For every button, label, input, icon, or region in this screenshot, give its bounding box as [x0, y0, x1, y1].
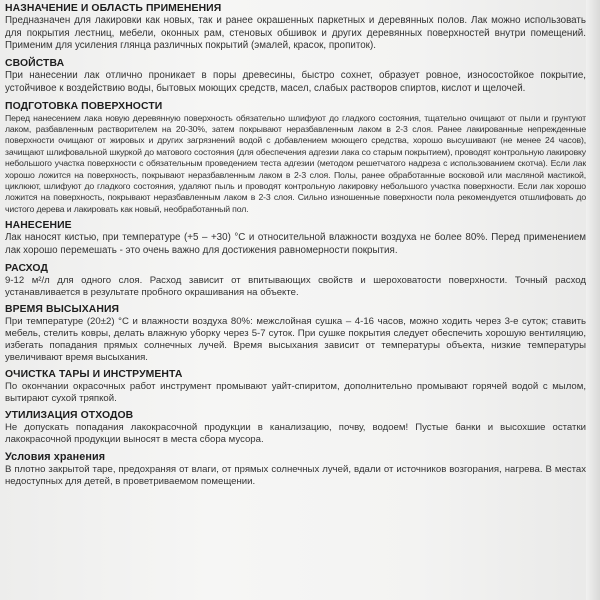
section-surface-preparation — [5, 100, 586, 216]
section-text: При температуре (20±2) °С и влажности воздуха 80%: межслойная сушка – 4-16 часов, можно ходить через 3-е суток; ставить мебель, стелить ковры, делать влажную уборку через 5-7 суток. При сушке покрытия следует обеспечить хорошую вентиляцию, избегать попадания прямых солнечных лучей. Время высыхания зависит от температуры объекта, низкие температуры увеличивают время высыхания. — [5, 315, 586, 364]
section-heading: ОЧИСТКА ТАРЫ И ИНСТРУМЕНТА — [5, 369, 183, 381]
section-application — [5, 219, 586, 257]
section-heading: Условия хранения — [5, 450, 106, 463]
section-text: По окончании окрасочных работ инструмент промывают уайт-спиритом, дополнительно промывают горячей водой с мылом, вытирают сухой тряпкой. — [5, 381, 586, 405]
section-text: Предназначен для лакировки как новых, так и ранее окрашенных паркетных и деревянных полов. Лак можно использовать для покрытия лестниц, мебели, оконных рам, стеновых обшивок и других деревянных поверхностей внутри помещений. Применим для усиления глянца различных покрытий (эмалей, красок, пропиток). — [5, 15, 586, 52]
section-cleaning — [5, 368, 586, 405]
section-text: В плотно закрытой таре, предохраняя от влаги, от прямых солнечных лучей, вдали от источников возгорания, нагрева. В местах недоступных для детей, в проветриваемом помещении. — [5, 464, 586, 488]
section-properties — [5, 57, 586, 95]
section-storage — [5, 451, 586, 489]
section-heading: УТИЛИЗАЦИЯ ОТХОДОВ — [5, 410, 134, 422]
section-heading: НАНЕСЕНИЕ — [5, 220, 72, 232]
section-heading: ПОДГОТОВКА ПОВЕРХНОСТИ — [5, 100, 163, 112]
section-consumption — [5, 262, 586, 299]
section-drying-time — [5, 303, 586, 364]
page-edge-shadow — [586, 0, 600, 600]
section-heading: НАЗНАЧЕНИЕ И ОБЛАСТЬ ПРИМЕНЕНИЯ — [5, 3, 222, 14]
section-heading: РАСХОД — [5, 262, 48, 274]
section-text: Не допускать попадания лакокрасочной продукции в канализацию, почву, водоем! Пустые банки и высохшие остатки лакокрасочной продукции выносят в места сбора мусора. — [5, 422, 586, 446]
section-text: При нанесении лак отлично проникает в поры древесины, быстро сохнет, образует ровное, износостойкое покрытие, устойчивое к воздействию воды, бытовых моющих средств, масел, слабых растворов спиртов, кислот и щелочей. — [5, 70, 586, 94]
section-text: Лак наносят кистью, при температуре (+5 – +30) °С и относительной влажности воздуха не более 80%. Перед применением лак хорошо перемешать - это очень важно для достижения равномерности покрытия. — [5, 232, 586, 256]
section-heading: ВРЕМЯ ВЫСЫХАНИЯ — [5, 303, 120, 315]
section-disposal — [5, 409, 586, 446]
section-heading: СВОЙСТВА — [5, 58, 65, 70]
section-text: 9-12 м²/л для одного слоя. Расход зависит от впитывающих свойств и шероховатости поверхности. Точный расход устанавливается в результате пробного окрашивания на объекте. — [5, 274, 586, 298]
section-text: Перед нанесением лака новую деревянную поверхность обязательно шлифуют до гладкого состояния, тщательно очищают от пыли и грунтуют лаком, разбавленным растворителем на 20-30%, затем покрывают неразбавленным лаком в 2-3 слоя. Ранее лакированные непрежденные поверхности очищают от жировых и других загрязнений водой с добавлением моющего средства, хорошо высушивают (не менее 24 часов), зачищают шлифовальной шкуркой до матового состояния (для обеспечения адгезии лака со старым покрытием), проводят контрольную лакировку небольшого участка поверхности с обязательным проведением теста адгезии (методом решетчатого надреза с использованием скотча). Если лак хорошо ложится на поверхность, покрывают неразбавленным лаком в 2-3 слоя. Полы, ранее обработанные восковой или масляной мастикой, циклюют, шлифуют до гладкого состояния, удаляют пыль и проводят контрольную лакировку небольшого участка поверхности. Если лак хорошо ложится на поверхность, покрывают неразбавленным лаком в 2-3 слоя. Сильно изношенные поверхности пола рекомендуется отшлифовать до чистого дерева и лакировать как новый, необработанный пол. — [5, 112, 586, 214]
section-purpose — [5, 2, 586, 53]
